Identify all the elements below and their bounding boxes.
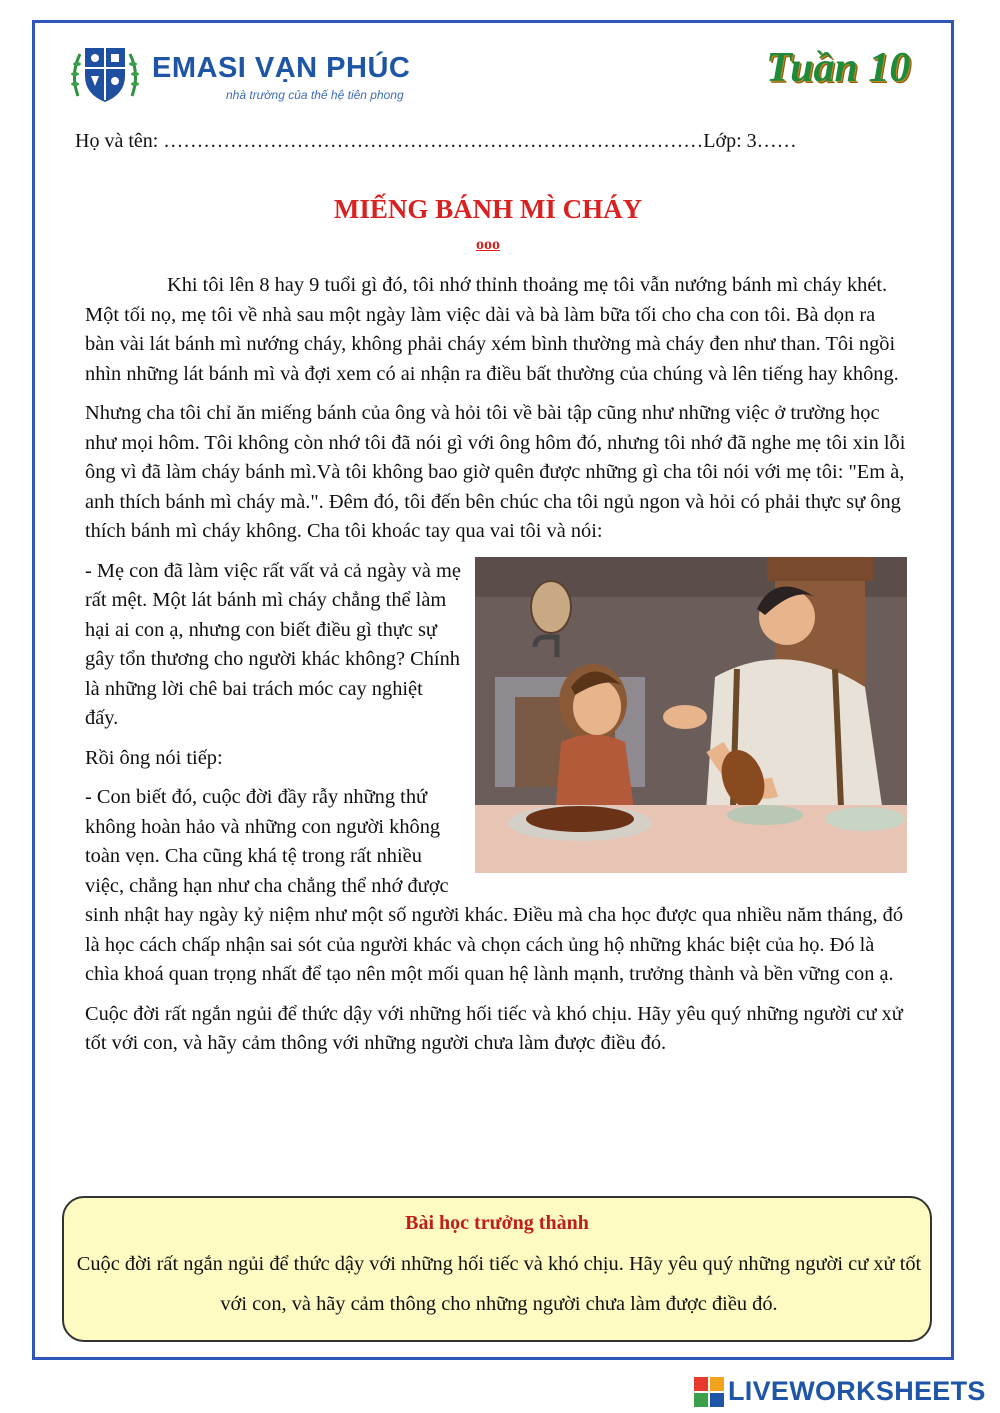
story-body <box>85 271 907 1069</box>
story-paragraph: - Mẹ con đã làm việc rất vất vả cả ngày và mẹ rất mệt. Một lát bánh mì cháy chẳng thể làm hại ai con ạ, nhưng con biết điều gì thực sự gây tổn thương cho người khác không? Chính là những lời chê bai trách móc cay nghiệt đấy. <box>85 559 461 729</box>
story-title: MIẾNG BÁNH MÌ CHÁY <box>333 194 643 224</box>
story-paragraph: Khi tôi lên 8 hay 9 tuổi gì đó, tôi nhớ thỉnh thoảng mẹ tôi vẫn nướng bánh mì cháy khét. Một tối nọ, mẹ tôi về nhà sau một ngày làm việc dài và bà làm bữa tối cho cha con tôi. Bà dọn ra bàn vài lát bánh mì nướng cháy, không phải cháy xém bình thường mà cháy đen như than. Tôi ngồi nhìn những lát bánh mì và đợi xem có ai nhận ra điều bất thường của chúng và lên tiếng hay không. <box>85 274 899 385</box>
lesson-text: Cuộc đời rất ngắn ngủi để thức dậy với những hối tiếc và khó chịu. Hãy yêu quý những người cư xử tốt với con, và hãy cảm thông cho những người chưa làm được điều đó. <box>76 1253 922 1315</box>
father-son-illustration <box>475 557 907 873</box>
watermark-text: LIVEWORKSHEETS <box>728 1376 986 1406</box>
lesson-box <box>62 1196 932 1342</box>
story-paragraph: Rồi ông nói tiếp: <box>85 746 223 769</box>
student-name-class-line: Họ và tên: ………………………………………………………………………Lớp: 3…… <box>75 130 797 152</box>
school-crest-icon <box>70 44 140 106</box>
liveworksheets-logo-icon <box>694 1377 724 1407</box>
story-paragraph: - Con biết đó, cuộc đời đầy rẫy những thứ không hoàn hảo và những con người không toàn vẹn. Cha cũng khá tệ trong rất nhiều việc, chẳng hạn như cha chẳng thể nhớ được sinh nhật hay ngày kỷ niệm như một số người khác. Điều mà cha học được qua nhiều năm tháng, đó là học cách chấp nhận sai sót của người khác và chọn cách ủng hộ những khác biệt của họ. Đó là chìa khoá quan trọng nhất để tạo nên một mối quan hệ lành mạnh, trưởng thành và bền vững con ạ. <box>85 786 904 985</box>
week-label: Tuần 10 <box>766 45 911 91</box>
school-slogan: nhà trường của thế hệ tiên phong <box>226 88 404 102</box>
story-paragraph: Nhưng cha tôi chỉ ăn miếng bánh của ông và hỏi tôi về bài tập cũng như những việc ở trường học như mọi hôm. Tôi không còn nhớ tôi đã nói gì với ông hôm đó, nhưng tôi nhớ đã nghe mẹ tôi xin lỗi ông vì đã làm cháy bánh mì.Và tôi không bao giờ quên được những gì cha tôi nói với mẹ tôi: "Em à, anh thích bánh mì cháy mà.". Đêm đó, tôi đến bên chúc cha tôi ngủ ngon và hỏi có phải thực sự ông thích bánh mì cháy không. Cha tôi khoác tay qua vai tôi và nói: <box>85 402 906 542</box>
story-paragraph: Cuộc đời rất ngắn ngủi để thức dậy với những hối tiếc và khó chịu. Hãy yêu quý những người cư xử tốt với con, và hãy cảm thông với những người chưa làm được điều đó. <box>85 1002 903 1054</box>
title-ornament: ooo <box>476 236 500 253</box>
school-name: EMASI VẠN PHÚC <box>152 52 411 84</box>
lesson-title: Bài học trưởng thành <box>405 1212 589 1234</box>
